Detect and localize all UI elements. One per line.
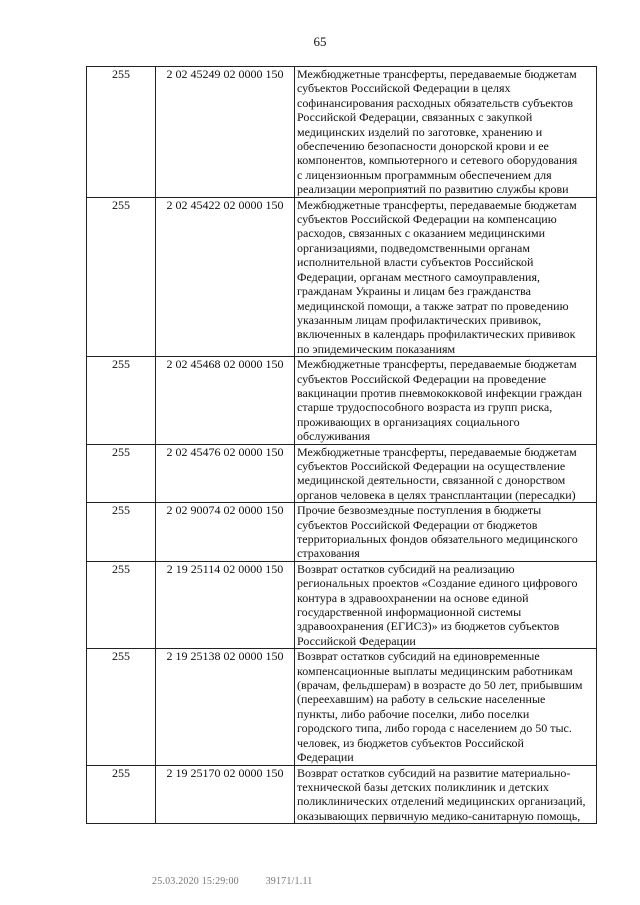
description-line: страхования [297,546,360,561]
description-line: исполнительной власти субъектов Российской [297,255,534,270]
description-line: органов человека в целях трансплантации (пересадки) [297,487,576,502]
description-line: проживающих в организациях социального [297,414,520,429]
description-line: обслуживания [297,429,371,444]
admin-code-cell: 255 [87,503,156,562]
description-line: обеспечению безопасности донорской крови и ее [297,139,549,154]
description-line: (врачам, фельдшерам) в возрасте до 50 лет, прибывшим [297,678,583,693]
description-line: Возврат остатков субсидий на единовременные [297,649,540,664]
table-row [87,561,597,648]
description-line: региональных проектов «Создание единого цифрового [297,576,578,591]
admin-code-cell: 255 [87,67,156,198]
table-row [87,649,597,765]
table-row [87,197,597,356]
description-line: Межбюджетные трансферты, передаваемые бюджетам [297,444,577,459]
description-line: субъектов Российской Федерации на компенсацию [297,212,557,227]
table-row [87,444,597,503]
description-line: пункты, либо рабочие поселки, либо поселки [297,706,530,721]
description-line: софинансирования расходных обязательств субъектов [297,95,574,110]
budget-code-cell: 2 02 45468 02 0000 150 [156,357,295,444]
description-line: старше трудоспособного возраста из групп риска, [297,400,553,415]
description-line: медицинской деятельности, связанной с донорством [297,473,566,488]
budget-codes-table [86,66,597,824]
description-line: субъектов Российской Федерации в целях [297,81,511,96]
description-line: Возврат остатков субсидий на развитие материально- [297,765,571,780]
description-line: включенных в календарь профилактических прививок [297,327,576,342]
description-line: государственной информационной системы [297,605,522,620]
description-line: (переехавшим) на работу в сельские населенные [297,692,546,707]
table-row [87,357,597,444]
description-cell [295,67,597,198]
description-line: субъектов Российской Федерации от бюджетов [297,517,538,532]
description-line: человек, из бюджетов субъектов Российской [297,735,524,750]
description-line: компонентов, компьютерного и сетевого оборудования [297,153,578,168]
admin-code-cell: 255 [87,649,156,765]
description-line: компенсационные выплаты медицинским работникам [297,663,573,678]
admin-code-cell: 255 [87,357,156,444]
description-line: субъектов Российской Федерации на осуществление [297,458,566,473]
footer-stamp [152,876,312,887]
admin-code-cell: 255 [87,444,156,503]
description-line: контура в здравоохранении на основе единой [297,590,529,605]
description-line: расходов, связанных с оказанием медицинскими [297,226,546,241]
description-line: гражданам Украины и лицам без гражданства [297,284,531,299]
table-row [87,67,597,198]
description-line: Возврат остатков субсидий на реализацию [297,561,515,576]
description-line: Российской Федерации [297,633,416,648]
budget-code-cell: 2 19 25114 02 0000 150 [156,561,295,648]
budget-code-cell: 2 19 25138 02 0000 150 [156,649,295,765]
description-line: реализации мероприятий по развитию службы крови [297,182,569,197]
description-line: Российской Федерации, связанных с закупкой [297,110,533,125]
description-line: медицинских изделий по заготовке, хранению и [297,124,543,139]
footer-timestamp: 25.03.2020 15:29:00 [152,876,239,887]
description-line: технической базы детских поликлиник и детских [297,779,549,794]
page-number: 65 [313,34,327,49]
description-line: с лицензионным программным обеспечением для [297,167,552,182]
description-cell [295,561,597,648]
budget-code-cell: 2 02 45476 02 0000 150 [156,444,295,503]
description-line: вакцинации против пневмококковой инфекции граждан [297,385,583,400]
admin-code-cell: 255 [87,197,156,356]
description-line: поликлинических отделений медицинских организаций, [297,794,586,809]
description-line: территориальных фондов обязательного медицинского [297,532,578,546]
description-cell [295,357,597,444]
description-cell [295,444,597,503]
footer-doc-id: 39171/1.11 [265,876,313,887]
description-line: Межбюджетные трансферты, передаваемые бюджетам [297,67,577,81]
description-line: субъектов Российской Федерации на проведение [297,371,547,386]
description-cell [295,197,597,356]
table-row [87,765,597,824]
description-line: Межбюджетные трансферты, передаваемые бюджетам [297,197,577,212]
budget-code-cell: 2 19 25170 02 0000 150 [156,765,295,824]
admin-code-cell: 255 [87,765,156,824]
admin-code-cell: 255 [87,561,156,648]
description-cell [295,765,597,824]
description-line: оказывающих первичную медико-санитарную помощь, [297,808,581,823]
description-line: городского типа, либо города с населением до 50 тыс. [297,721,572,736]
description-line: Федерации [297,750,354,765]
table-row [87,503,597,562]
description-line: медицинской помощи, а также затрат по проведению [297,298,569,313]
description-line: организациями, подведомственными органам [297,240,530,255]
budget-code-cell: 2 02 45422 02 0000 150 [156,197,295,356]
description-line: Прочие безвозмездные поступления в бюджеты [297,503,542,518]
description-line: указанным лицам профилактических прививок, [297,312,542,327]
budget-code-cell: 2 02 90074 02 0000 150 [156,503,295,562]
description-line: здравоохранения (ЕГИСЗ)» из бюджетов субъектов [297,619,560,634]
description-line: по эпидемическим показаниям [297,341,456,356]
description-cell [295,649,597,765]
description-line: Межбюджетные трансферты, передаваемые бюджетам [297,357,577,372]
budget-code-cell: 2 02 45249 02 0000 150 [156,67,295,198]
description-cell [295,503,597,562]
description-line: Федерации, органам местного самоуправления, [297,269,540,284]
